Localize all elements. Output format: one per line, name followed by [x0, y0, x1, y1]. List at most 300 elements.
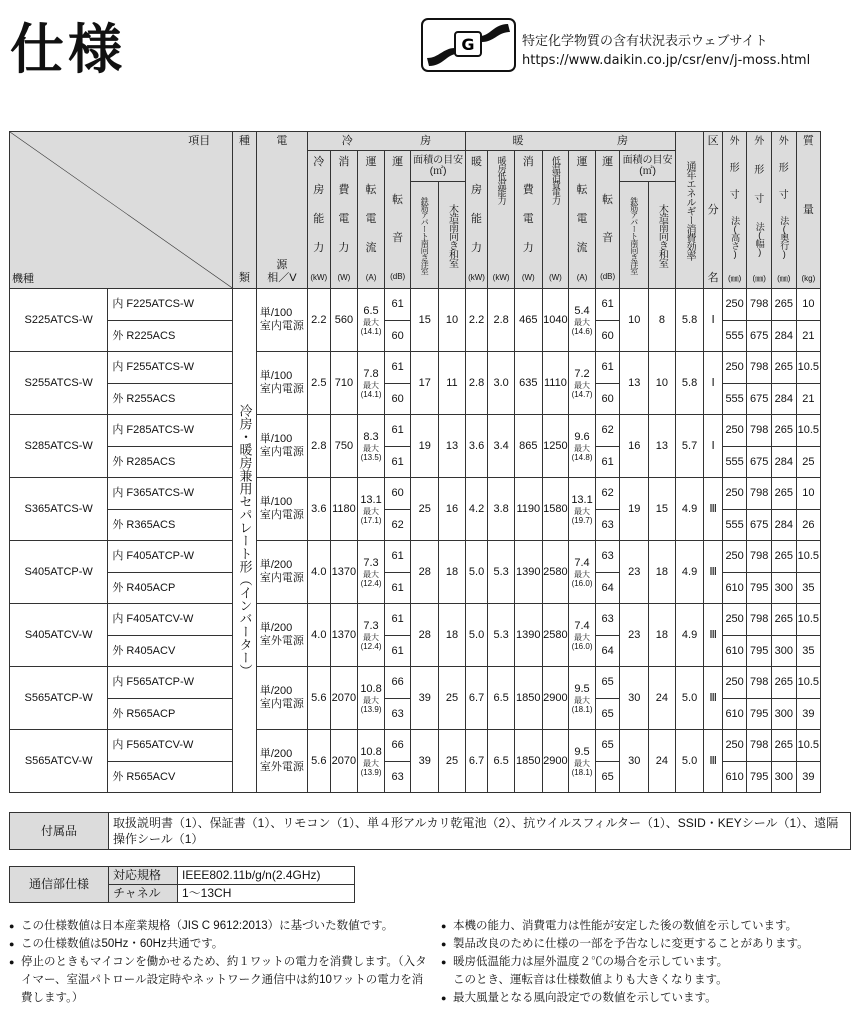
header-char: 流: [576, 241, 588, 254]
comm-std-label: 対応規格: [109, 867, 178, 885]
heat-sound-indoor: 63: [595, 604, 620, 636]
cool-capacity: 2.2: [308, 289, 331, 352]
indoor-dim: 250: [722, 730, 747, 762]
header-heating: 暖 房: [465, 132, 675, 151]
header-power-source: 電 源 相／V: [256, 132, 307, 289]
outdoor-unit: 外 R405ACP: [108, 573, 233, 604]
header-kubun: 区 分 名: [704, 132, 722, 289]
kubun-value: Ⅲ: [704, 478, 722, 541]
header-char: 法(奥行): [779, 216, 790, 258]
power-source: 単/100 室内電源: [256, 415, 307, 478]
model-name: S225ATCS-W: [10, 289, 108, 352]
outdoor-dim: 795: [747, 762, 772, 793]
header-mass: [796, 132, 821, 289]
cool-sound-outdoor: 62: [384, 510, 411, 541]
header-char: 力: [338, 241, 350, 254]
outdoor-unit: 外 R405ACV: [108, 636, 233, 667]
outdoor-dim: 300: [771, 636, 796, 667]
heat-current: 9.6 最大 (14.8): [569, 415, 596, 478]
heat-power: 1390: [514, 604, 542, 667]
heat-sound-indoor: 65: [595, 730, 620, 762]
outdoor-dim: 675: [747, 321, 772, 352]
header-char: 能: [313, 213, 325, 225]
heat-current: 9.5 最大 (18.1): [569, 667, 596, 730]
header-char: 音: [602, 232, 614, 245]
green-mark-icon: [421, 18, 516, 72]
cool-area-wood: 25: [439, 730, 466, 793]
header-char: (kW): [492, 272, 510, 282]
cool-area-rc: 15: [411, 289, 439, 352]
heat-capacity: 3.6: [465, 415, 488, 478]
kind-cell: [233, 289, 257, 793]
indoor-dim: 10.5: [796, 415, 821, 447]
indoor-unit: 内 F365ATCS-W: [108, 478, 233, 510]
outdoor-dim: 26: [796, 510, 821, 541]
heat-low-power: 2580: [542, 604, 569, 667]
apf-value: 5.0: [675, 667, 704, 730]
heat-sound-outdoor: 64: [595, 573, 620, 604]
cool-capacity: 3.6: [308, 478, 331, 541]
outdoor-dim: 284: [771, 321, 796, 352]
header-char: 寸: [754, 194, 765, 205]
power-source: 単/200 室内電源: [256, 667, 307, 730]
cool-current: 7.3 最大 (12.4): [358, 541, 385, 604]
outdoor-dim: 300: [771, 762, 796, 793]
comm-spec-table: [9, 866, 355, 903]
note-item: ● この仕様数値は50Hz・60Hz共通です。: [9, 935, 429, 953]
header-h-amp: [569, 151, 596, 289]
heat-low-power: 1040: [542, 289, 569, 352]
heat-area-wood: 8: [649, 289, 676, 352]
header-c-area-rc: 鉄筋アパート南向き洋室: [411, 182, 439, 289]
heat-low-power: 1110: [542, 352, 569, 415]
cool-power: 2070: [330, 667, 358, 730]
heat-sound-outdoor: 60: [595, 321, 620, 352]
comm-std-value: IEEE802.11b/g/n(2.4GHz): [178, 867, 355, 885]
cool-sound-outdoor: 63: [384, 699, 411, 730]
indoor-unit: 内 F225ATCS-W: [108, 289, 233, 321]
note-item: ● 暖房低温能力は屋外温度２℃の場合を示しています。: [441, 953, 853, 971]
header-c-area-wood: 木造南向き和室: [439, 182, 466, 289]
heat-area-rc: 10: [620, 289, 649, 352]
indoor-dim: 265: [771, 667, 796, 699]
header-char: 電: [365, 213, 377, 225]
heat-low-capacity: 3.8: [488, 478, 515, 541]
heat-area-wood: 24: [649, 730, 676, 793]
heat-sound-outdoor: 60: [595, 384, 620, 415]
heat-sound-indoor: 61: [595, 352, 620, 384]
heat-low-capacity: 5.3: [488, 604, 515, 667]
header-char: 費: [338, 184, 350, 197]
header-char: (㎜): [752, 274, 766, 283]
header-char: 力: [313, 241, 325, 254]
header-cooling: 冷 房: [308, 132, 466, 151]
jmoss-url[interactable]: https://www.daikin.co.jp/csr/env/j-moss.html: [522, 53, 811, 68]
header-char: 運: [602, 155, 614, 168]
cool-sound-indoor: 60: [384, 478, 411, 510]
heat-power: 865: [514, 415, 542, 478]
cool-sound-indoor: 61: [384, 289, 411, 321]
indoor-dim: 10.5: [796, 604, 821, 636]
cool-sound-outdoor: 61: [384, 636, 411, 667]
outdoor-unit: 外 R225ACS: [108, 321, 233, 352]
header-char: 電: [522, 213, 534, 225]
heat-area-rc: 23: [620, 604, 649, 667]
green-mark-letter: G: [461, 35, 475, 54]
header-dim-width: [747, 132, 772, 289]
header-char: 房: [471, 184, 483, 197]
heat-low-power: 2900: [542, 730, 569, 793]
outdoor-dim: 35: [796, 636, 821, 667]
header-char: 運: [576, 155, 588, 168]
apf-value: 5.8: [675, 289, 704, 352]
header-h-low: [488, 151, 515, 289]
cool-sound-outdoor: 61: [384, 447, 411, 478]
header-char: 形: [729, 163, 740, 174]
heat-low-capacity: 6.5: [488, 667, 515, 730]
header-char: 房: [313, 184, 325, 197]
indoor-dim: 250: [722, 604, 747, 636]
header-char: (W): [521, 272, 535, 282]
header-char: 寸: [729, 190, 740, 201]
header-h-pow: [514, 151, 542, 289]
indoor-dim: 10.5: [796, 730, 821, 762]
outdoor-dim: 284: [771, 447, 796, 478]
heat-sound-indoor: 63: [595, 541, 620, 573]
outdoor-dim: 610: [722, 636, 747, 667]
header-char: 費: [522, 184, 534, 197]
note-item: ● 本機の能力、消費電力は性能が安定した後の数値を示しています。: [441, 917, 853, 935]
heat-sound-indoor: 62: [595, 415, 620, 447]
header-char: (㎜): [777, 274, 791, 283]
indoor-unit: 内 F565ATCP-W: [108, 667, 233, 699]
outdoor-dim: 284: [771, 510, 796, 541]
cool-power: 560: [330, 289, 358, 352]
indoor-unit: 内 F255ATCS-W: [108, 352, 233, 384]
cool-sound-indoor: 66: [384, 667, 411, 699]
header-char: 法(幅): [754, 222, 765, 256]
cool-current: 6.5 最大 (14.1): [358, 289, 385, 352]
spec-table: [9, 131, 851, 793]
heat-sound-outdoor: 65: [595, 762, 620, 793]
heat-capacity: 5.0: [465, 541, 488, 604]
cool-sound-outdoor: 60: [384, 321, 411, 352]
heat-area-wood: 10: [649, 352, 676, 415]
accessories-label: 付属品: [10, 813, 109, 850]
heat-low-power: 2900: [542, 667, 569, 730]
heat-low-capacity: 3.0: [488, 352, 515, 415]
heat-power: 635: [514, 352, 542, 415]
cool-power: 1180: [330, 478, 358, 541]
power-source: 単/200 室外電源: [256, 730, 307, 793]
header-char: 力: [522, 241, 534, 254]
cool-area-rc: 28: [411, 541, 439, 604]
cool-area-wood: 11: [439, 352, 466, 415]
header-char: (W): [337, 272, 351, 282]
heat-current: 7.4 最大 (16.0): [569, 541, 596, 604]
header-char: (A): [576, 272, 588, 282]
heat-area-rc: 23: [620, 541, 649, 604]
apf-value: 4.9: [675, 541, 704, 604]
heat-area-rc: 30: [620, 730, 649, 793]
notes-left: [9, 917, 429, 1007]
indoor-dim: 250: [722, 415, 747, 447]
outdoor-dim: 610: [722, 762, 747, 793]
accessories-text: 取扱説明書（1）、保証書（1）、リモコン（1）、単４形アルカリ乾電池（2）、抗ウイルスフィルター（1）、SSID・KEYシール（1）、遠隔操作シール（1）: [109, 813, 851, 850]
header-char: 消: [338, 155, 350, 168]
model-name: S405ATCP-W: [10, 541, 108, 604]
kind-text: 冷房・暖房兼用セパレート形（インバーター）: [237, 404, 253, 677]
outdoor-unit: 外 R285ACS: [108, 447, 233, 478]
heat-sound-indoor: 61: [595, 289, 620, 321]
outdoor-unit: 外 R365ACS: [108, 510, 233, 541]
cool-current: 8.3 最大 (13.5): [358, 415, 385, 478]
model-name: S285ATCS-W: [10, 415, 108, 478]
heat-sound-outdoor: 61: [595, 447, 620, 478]
heat-capacity: 6.7: [465, 667, 488, 730]
cool-capacity: 5.6: [308, 730, 331, 793]
header-char: 音: [392, 232, 404, 245]
outdoor-dim: 795: [747, 636, 772, 667]
header-char: 電: [338, 213, 350, 225]
outdoor-dim: 21: [796, 384, 821, 415]
header-char: 外: [778, 136, 789, 147]
outdoor-dim: 610: [722, 699, 747, 730]
cool-power: 1370: [330, 604, 358, 667]
header-char: (㎜): [727, 274, 742, 283]
heat-area-rc: 19: [620, 478, 649, 541]
power-source: 単/100 室内電源: [256, 289, 307, 352]
apf-value: 4.9: [675, 604, 704, 667]
indoor-dim: 798: [747, 604, 772, 636]
cool-area-wood: 25: [439, 667, 466, 730]
outdoor-dim: 25: [796, 447, 821, 478]
header-char: 質: [802, 135, 814, 147]
header-dim-depth: [771, 132, 796, 289]
heat-low-power: 1250: [542, 415, 569, 478]
cool-area-wood: 13: [439, 415, 466, 478]
kubun-value: Ⅰ: [704, 415, 722, 478]
outdoor-dim: 300: [771, 699, 796, 730]
heat-sound-outdoor: 63: [595, 510, 620, 541]
cool-capacity: 4.0: [308, 541, 331, 604]
header-apf: 通年エネルギー消費効率: [675, 132, 704, 289]
cool-current: 10.8 最大 (13.9): [358, 730, 385, 793]
header-h-area-wood: 木造南向き和室: [649, 182, 676, 289]
cool-sound-outdoor: 61: [384, 573, 411, 604]
header-char: 運: [365, 155, 377, 168]
header-char: 力: [471, 241, 483, 254]
header-char: (dB): [600, 272, 616, 282]
indoor-dim: 265: [771, 730, 796, 762]
outdoor-unit: 外 R565ACP: [108, 699, 233, 730]
header-char: 運: [392, 155, 404, 168]
heat-area-wood: 18: [649, 541, 676, 604]
header-c-snd: [384, 151, 411, 289]
model-name: S565ATCP-W: [10, 667, 108, 730]
notes-right: [441, 917, 853, 1007]
heat-sound-indoor: 65: [595, 667, 620, 699]
cool-power: 1370: [330, 541, 358, 604]
indoor-dim: 250: [722, 289, 747, 321]
jmoss-label: 特定化学物質の含有状況表示ウェブサイト: [522, 34, 768, 49]
outdoor-dim: 39: [796, 762, 821, 793]
indoor-dim: 250: [722, 352, 747, 384]
note-item: ● この仕様数値は日本産業規格（JIS C 9612:2013）に基づいた数値です。: [9, 917, 429, 935]
indoor-dim: 798: [747, 415, 772, 447]
outdoor-dim: 21: [796, 321, 821, 352]
comm-ch-label: チャネル: [109, 885, 178, 903]
outdoor-dim: 675: [747, 447, 772, 478]
cool-current: 7.3 最大 (12.4): [358, 604, 385, 667]
cool-current: 7.8 最大 (14.1): [358, 352, 385, 415]
heat-area-wood: 18: [649, 604, 676, 667]
header-h-snd: [595, 151, 620, 289]
indoor-unit: 内 F565ATCV-W: [108, 730, 233, 762]
power-source: 単/100 室内電源: [256, 352, 307, 415]
cool-capacity: 5.6: [308, 667, 331, 730]
header-char: 量: [802, 203, 814, 216]
heat-low-capacity: 2.8: [488, 289, 515, 352]
kubun-value: Ⅰ: [704, 289, 722, 352]
heat-power: 465: [514, 289, 542, 352]
heat-capacity: 5.0: [465, 604, 488, 667]
indoor-dim: 265: [771, 415, 796, 447]
indoor-dim: 10.5: [796, 541, 821, 573]
heat-low-power: 1580: [542, 478, 569, 541]
cool-area-rc: 25: [411, 478, 439, 541]
heat-power: 1390: [514, 541, 542, 604]
header-h-lowpow: [542, 151, 569, 289]
header-h-area-rc: 鉄筋アパート南向き洋室: [620, 182, 649, 289]
outdoor-dim: 795: [747, 573, 772, 604]
indoor-dim: 265: [771, 541, 796, 573]
outdoor-dim: 284: [771, 384, 796, 415]
note-item: ● 製品改良のために仕様の一部を予告なしに変更することがあります。: [441, 935, 853, 953]
header-h-cap: [465, 151, 488, 289]
header-char: (kW): [310, 272, 328, 282]
outdoor-dim: 555: [722, 384, 747, 415]
header-char: 転: [365, 184, 377, 197]
cool-area-wood: 10: [439, 289, 466, 352]
indoor-dim: 250: [722, 541, 747, 573]
page-title: 仕様: [10, 18, 126, 81]
cool-capacity: 2.8: [308, 415, 331, 478]
indoor-dim: 250: [722, 667, 747, 699]
cool-area-rc: 39: [411, 667, 439, 730]
heat-area-wood: 15: [649, 478, 676, 541]
indoor-dim: 265: [771, 478, 796, 510]
cool-current: 13.1 最大 (17.1): [358, 478, 385, 541]
heat-area-wood: 13: [649, 415, 676, 478]
header-char: (kg): [801, 274, 816, 283]
cool-capacity: 2.5: [308, 352, 331, 415]
cool-sound-indoor: 61: [384, 415, 411, 447]
heat-low-capacity: 5.3: [488, 541, 515, 604]
header-char: 消: [522, 155, 534, 168]
cool-area-wood: 18: [439, 541, 466, 604]
header-char: 転: [576, 184, 588, 197]
header-char: (kW): [468, 272, 485, 282]
heat-low-capacity: 6.5: [488, 730, 515, 793]
header-char: 能: [471, 213, 483, 225]
cool-area-rc: 28: [411, 604, 439, 667]
header-char: (W): [548, 272, 562, 282]
header-char: 法(高さ): [730, 216, 741, 258]
header-c-amp: [358, 151, 385, 289]
header-model-label: 機種: [12, 273, 34, 285]
header-corner: [10, 132, 233, 289]
header-char: 形: [754, 165, 765, 176]
header-c-area: 面積の目安(㎡): [411, 151, 465, 182]
heat-current: 5.4 最大 (14.6): [569, 289, 596, 352]
header-dim-height: [722, 132, 747, 289]
outdoor-dim: 300: [771, 573, 796, 604]
model-name: S365ATCS-W: [10, 478, 108, 541]
power-source: 単/100 室内電源: [256, 478, 307, 541]
heat-area-wood: 24: [649, 667, 676, 730]
cool-power: 710: [330, 352, 358, 415]
header-char: 転: [602, 193, 614, 206]
heat-area-rc: 30: [620, 667, 649, 730]
cool-sound-indoor: 61: [384, 541, 411, 573]
heat-power: 1850: [514, 667, 542, 730]
heat-sound-outdoor: 64: [595, 636, 620, 667]
header-char: 暖房低温能力: [496, 155, 507, 204]
header-item-label: 項目: [188, 135, 211, 147]
heat-capacity: 4.2: [465, 478, 488, 541]
header-h-area: 面積の目安(㎡): [620, 151, 675, 182]
indoor-dim: 265: [771, 289, 796, 321]
outdoor-dim: 795: [747, 699, 772, 730]
outdoor-dim: 675: [747, 510, 772, 541]
header-char: 流: [365, 241, 377, 254]
indoor-dim: 798: [747, 730, 772, 762]
heat-low-capacity: 3.4: [488, 415, 515, 478]
indoor-dim: 250: [722, 478, 747, 510]
note-continuation: このとき、運転音は仕様数値よりも大きくなります。: [453, 974, 728, 986]
indoor-dim: 798: [747, 289, 772, 321]
cool-area-wood: 18: [439, 604, 466, 667]
indoor-dim: 10.5: [796, 352, 821, 384]
header-char: 寸: [778, 190, 789, 201]
power-source: 単/200 室外電源: [256, 604, 307, 667]
comm-ch-value: 1～13CH: [178, 885, 355, 903]
heat-sound-indoor: 62: [595, 478, 620, 510]
header-char: 低温消費電力: [550, 155, 561, 204]
indoor-dim: 798: [747, 352, 772, 384]
heat-power: 1850: [514, 730, 542, 793]
cool-sound-indoor: 66: [384, 730, 411, 762]
apf-value: 4.9: [675, 478, 704, 541]
cool-area-rc: 17: [411, 352, 439, 415]
indoor-unit: 内 F405ATCP-W: [108, 541, 233, 573]
model-name: S255ATCS-W: [10, 352, 108, 415]
header-char: 電: [576, 213, 588, 225]
header-char: 外: [754, 136, 765, 147]
kubun-value: Ⅰ: [704, 352, 722, 415]
heat-power: 1190: [514, 478, 542, 541]
heat-current: 9.5 最大 (18.1): [569, 730, 596, 793]
header-kind: 種 類: [233, 132, 257, 289]
note-item: ● 最大風量となる風向設定での数値を示しています。: [441, 989, 853, 1007]
outdoor-unit: 外 R255ACS: [108, 384, 233, 415]
header-c-pow: [330, 151, 358, 289]
heat-capacity: 2.8: [465, 352, 488, 415]
kubun-value: Ⅲ: [704, 604, 722, 667]
outdoor-unit: 外 R565ACV: [108, 762, 233, 793]
indoor-dim: 798: [747, 478, 772, 510]
